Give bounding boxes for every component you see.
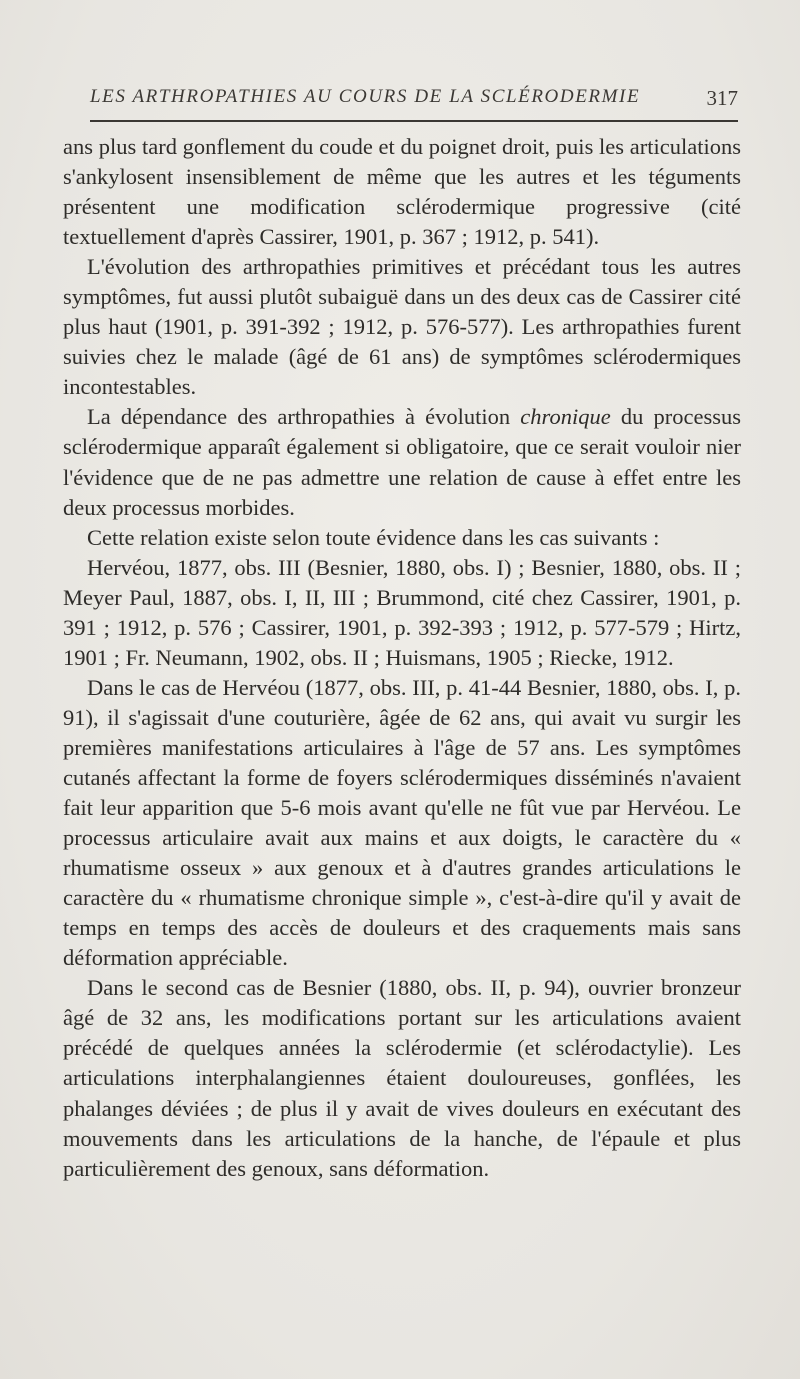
page-number: 317 <box>706 86 738 110</box>
page-header <box>90 86 738 122</box>
paragraph-chronic-text-before: La dépendance des arthropathies à évolution <box>87 404 521 430</box>
paragraph-case-references: Hervéou, 1877, obs. III (Besnier, 1880, obs. I) ; Besnier, 1880, obs. II ; Meyer Paul, 1887, obs. I, II, III ; Brummond, cité chez Cassirer, 1901, p. 391 ; 1912, p. 576 ; Cassirer, 1901, p. 392-393 ; 1912, p. 577-579 ; Hirtz, 1901 ; Fr. Neumann, 1902, obs. II ; Huismans, 1905 ; Riecke, 1912. <box>63 554 741 670</box>
paragraph-relation-cases: Cette relation existe selon toute évidence dans les cas suivants : <box>87 524 660 550</box>
paragraph-besnier-second-case: Dans le second cas de Besnier (1880, obs. II, p. 94), ouvrier bronzeur âgé de 32 ans, les modifications portant sur les articulations avaient précédé de quelques années la sclérodermie (et sclérodactylie). Les articulations interphalangiennes étaient douloureuses, gonflées, les phalanges déviées ; de plus il y avait de vives douleurs en exécutant des mouvements dans les articulations de la hanche, de l'épaule et plus particulièrement des genoux, sans déformation. <box>63 975 741 1181</box>
paragraph-subacute-evolution: L'évolution des arthropathies primitives et précédant tous les autres symptômes, fut aussi plutôt subaiguë dans un des deux cas de Cassirer cité plus haut (1901, p. 391-392 ; 1912, p. 576-577). Les arthropathies furent suivies chez le malade (âgé de 61 ans) de symptômes sclérodermiques incontestables. <box>63 254 741 400</box>
paragraph-chronic-dependence <box>63 402 741 522</box>
paragraph-chronic-text-after: du processus sclérodermique apparaît également si obligatoire, que ce serait vouloir nier l'évidence que de ne pas admettre une relation de cause à effet entre les deux processus morbides. <box>63 404 742 520</box>
running-title: LES ARTHROPATHIES AU COURS DE LA SCLÉRODERMIE <box>90 86 641 107</box>
paragraph-continuation: ans plus tard gonflement du coude et du poignet droit, puis les articulations s'ankylosent insensiblement de même que les autres et les téguments présentent une modification sclérodermique progressive (cité textuellement d'après Cassirer, 1901, p. 367 ; 1912, p. 541). <box>63 134 741 250</box>
paragraph-herveou-case: Dans le cas de Hervéou (1877, obs. III, p. 41-44 Besnier, 1880, obs. I, p. 91), il s'agissait d'une couturière, âgée de 62 ans, qui avait vu surgir les premières manifestations articulaires à l'âge de 57 ans. Les symptômes cutanés affectant la forme de foyers sclérodermiques disséminés n'avaient fait leur apparition que 5-6 mois avant qu'elle ne fût vue par Hervéou. Le processus articulaire avait aux mains et aux doigts, le caractère du « rhumatisme osseux » aux genoux et à d'autres grandes articulations le caractère du « rhumatisme chronique simple », c'est-à-dire qu'il y avait de temps en temps des accès de douleurs et des craquements mais sans déformation appréciable. <box>63 674 741 971</box>
body-text <box>63 132 741 1184</box>
italic-term-chronique: chronique <box>520 404 611 430</box>
